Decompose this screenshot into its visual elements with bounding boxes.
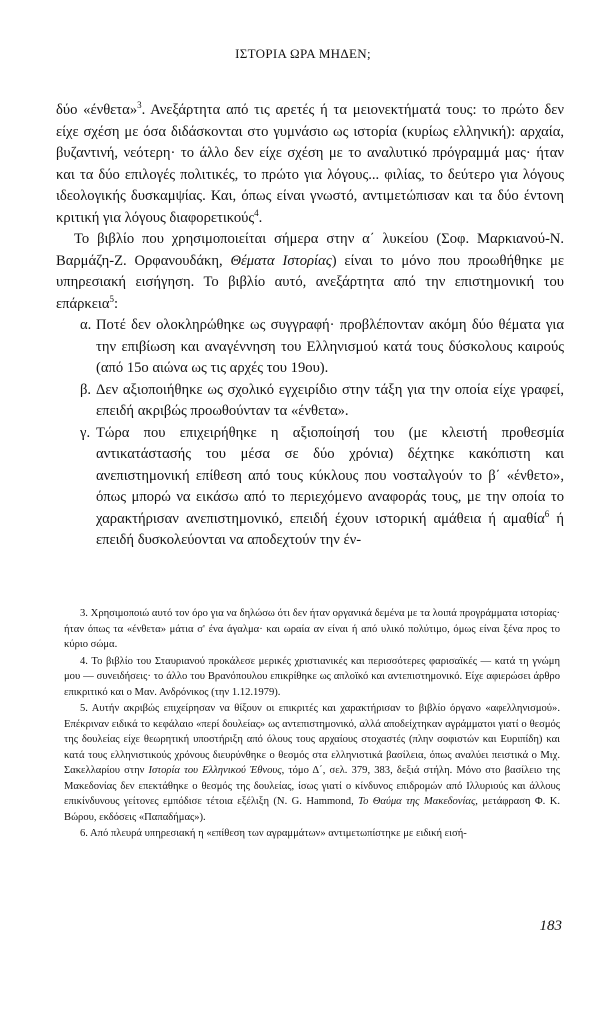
list-item-b: β. Δεν αξιοποιήθηκε ως σχολικό εγχειρίδιο στην τάξη για την οποία είχε γραφεί, επειδή ακριβώς προωθούνταν τα «ένθετα».: [80, 381, 564, 419]
footnote-4: 4. Το βιβλίο του Σταυριανού προκάλεσε μερικές χριστιανικές και περισσότερες φαρισαϊκές — κατά τη γνώμη μου — συνειδήσεις· το άλλο του Βρανόπουλου επικρίθηκε ως απλοϊκό και αντεπιστημονικό. Είχε αφιερώσει άρθρο επικριτικό και ο Μαν. Ανδρόνικος (την 1.12.1979).: [64, 655, 560, 698]
footnote-ref-6: 6: [544, 508, 550, 519]
paragraph-2: Το βιβλίο που χρησιμοποιείται σήμερα στην α΄ λυκείου (Σοφ. Μαρκιανού-Ν. Βαρμάζη-Ζ. Ορφανουδάκη, Θέματα Ιστορίας) είναι το μόνο που προωθήθηκε με υπηρεσιακή εισήγηση. Το βιβλίο αυτό, ανεξάρτητα από την επιστημονική του επάρκεια$^5$:: [56, 231, 565, 312]
list-item-g: γ. Τώρα που επιχειρήθηκε η αξιοποίησή του (με κλειστή προθεσμία αντικατάστασής του μέσα σε δύο χρόνια) δέχτηκε κακόπιστη και ανεπιστημονική επίθεση από τους κύκλους που νοσταλγούν το β΄ «ένθετο», όπως μπορώ να εικάσω από το περιεχόμενο αναφοράς τους, με την οποία το χαρακτήρισαν ανεπιστημονικό, επειδή έχουν ιστορική αμάθεια ή αμαθία$^6$ ή επειδή δυσκολεύονται να αποδεχτούν την έν-: [80, 424, 564, 548]
footnote-6: 6. Από πλευρά υπηρεσιακή η «επίθεση των αγραμμάτων» αντιμετωπίστηκε με ειδική εισή-: [80, 828, 467, 839]
footnote-ref-3: 3: [137, 100, 142, 111]
footnote-ref-4: 4: [254, 207, 259, 218]
book-title: Θέματα Ιστορίας: [230, 252, 332, 269]
footnote-3: 3. Χρησιμοποιώ αυτό τον όρο για να δηλώσω ότι δεν ήταν οργανικά δεμένα με τα λοιπά προγράμματα ιστορίας· ήταν όπως τα «ένθετα» μάτια σ' ένα άγαλμα· και ωραία αν είναι ή από υλικό πολύτιμο, όμως είναι ξένα προς το κύριο σώμα.: [64, 608, 560, 650]
list-item-a: α. Ποτέ δεν ολοκληρώθηκε ως συγγραφή· προβλέπονταν ακόμη δύο θέματα για την επιβίωση και αναγέννηση του Ελληνισμού κατά τους δύσκολους καιρούς (από 15ο αιώνα ως τις αρχές του 19ου).: [80, 317, 564, 376]
running-header: ΙΣΤΟΡΙΑ ΩΡΑ ΜΗΔΕΝ;: [235, 46, 371, 61]
page-number: 183: [539, 918, 562, 934]
paragraph-1: δύο «ένθετα»$^3$. Ανεξάρτητα από τις αρετές ή τα μειονεκτήματά τους: το πρώτο δεν είχε σχέση με όσα διδάσκονται στο γυμνάσιο ως ιστορία (κυρίως ελληνική): αρχαία, βυζαντινή, νεότερη· το άλλο δεν είχε σχέση με το αναλυτικό πρόγραμμά μας· ήταν και τα δύο επιλογές πολιτικές, το πρώτο για λόγους... φιλίας, το δεύτερο για λόγους ιδεολογικής δυσκαμψίας. Και, όπως είναι γνωστό, αντιμετώπισαν και τα δύο έντονη κριτική για λόγους διαφορετικούς$^4$.: [56, 100, 565, 226]
footnotes: [64, 606, 560, 843]
footnote-5: 5. Αυτήν ακριβώς επιχείρησαν να θίξουν οι επικριτές και χαρακτήρισαν το βιβλίο όργανο «αφελληνισμού». Επέκριναν ειδικά το κεφάλαιο «περί δουλείας» ως αντεπιστημονικό, αλλά αποδείχτηκαν αγράμματοι γιατί ο θεσμός της δουλείας είχε θεωρητική υποστήριξη από όλους τους αρχαίους στοχαστές (πλην σοφιστών και Ευριπίδη) και κατά τους ελληνιστικούς χρόνους διευρύνθηκε ο θεσμός στα ελληνιστικά βασίλεια, όπως αναλύει πειστικά ο Μιχ. Σακελλαρίου στην Ιστορία του Ελληνικού Έθνους, τόμο Δ΄, σελ. 379, 383, δεξιά στήλη. Μόνο στο βασίλειο της Μακεδονίας δεν επεκτάθηκε ο θεσμός της δουλείας, ίσως γιατί ο κίνδυνος επιδρομών από Ιλλυριούς και άλλους επικίνδυνους γείτονες εμπόδισε τέτοια εξέλιξη (N. G. Hammond, Το Θαύμα της Μακεδονίας, μετάφραση Φ. Κ. Βώρου, εκδόσεις «Παπαδήμας»).: [64, 703, 560, 823]
main-text: [56, 100, 564, 552]
footnote-ref-5: 5: [109, 293, 114, 304]
